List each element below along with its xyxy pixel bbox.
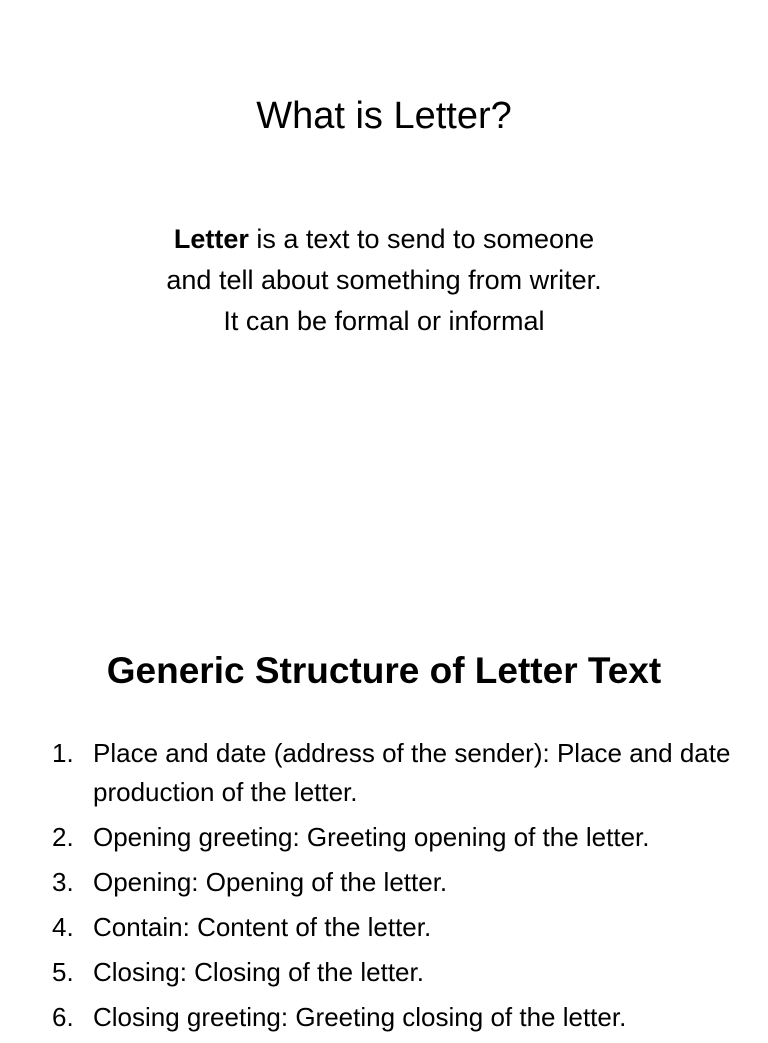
list-item-number: 2. [52,822,74,852]
list-item-number: 1. [52,738,74,768]
definition-line-2: and tell about something from writer. [166,265,602,295]
list-item-text: Opening greeting: Greeting opening of the letter. [93,822,650,852]
slide-generic-structure [0,576,768,1032]
list-item-text: Contain: Content of the letter. [93,912,432,942]
structure-list [46,734,746,1043]
list-item-number: 5. [52,957,74,987]
definition-line-1 [0,219,768,260]
definition-line-1-rest: is a text to send to someone [248,224,595,254]
list-item [46,953,746,992]
list-item [46,734,746,812]
slide-title: What is Letter? [256,95,512,137]
list-item-number: 6. [52,1002,74,1032]
definition-term: Letter [173,224,249,254]
slide-title: Generic Structure of Letter Text [106,650,662,691]
list-item-text: Closing greeting: Greeting closing of the letter. [93,1002,627,1032]
list-item-text: Place and date (address of the sender): Place and date production of the letter. [93,738,731,807]
list-item [46,863,746,902]
list-item-number: 3. [52,867,74,897]
list-item-text: Closing: Closing of the letter. [93,957,424,987]
list-item-number: 4. [52,912,74,942]
list-item [46,818,746,857]
definition-text [0,219,768,342]
definition-line-3: It can be formal or informal [223,306,545,336]
list-item [46,998,746,1037]
list-item [46,908,746,947]
list-item-text: Opening: Opening of the letter. [93,867,448,897]
